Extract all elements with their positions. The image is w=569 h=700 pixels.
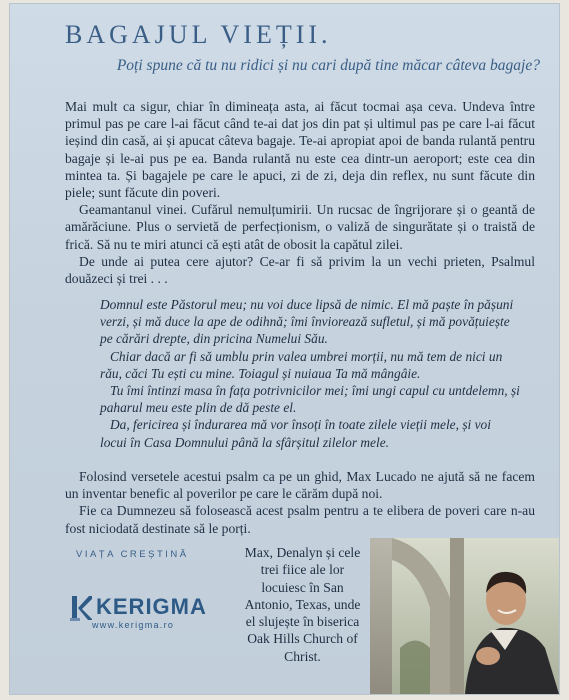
publisher-logo <box>70 594 240 630</box>
psalm-verse: Chiar dacă ar fi să umblu prin valea umbrei morții, nu mă tem de nici un rău, căci Tu ești cu mine. Toiagul și nuiaua Ta mă mângâie. <box>100 348 503 381</box>
author-bio: Max, Denalyn și cele trei fiice ale lor locuiesc în San Antonio, Texas, unde el slujește în biserica Oak Hills Church of Christ. <box>244 545 361 664</box>
intro-text <box>65 98 535 287</box>
closing-paragraph: Folosind versetele acestui psalm ca pe un ghid, Max Lucado ne ajută să ne facem un inventar benefic al poverilor pe care le cărăm după noi. <box>65 469 535 502</box>
closing-paragraph: Fie ca Dumnezeu să folosească acest psalm pentru a te elibera de poveri care n-au fost niciodată destinate să le porți. <box>65 503 535 536</box>
intro-paragraph: De unde ai putea cere ajutor? Ce-ar fi să privim la un vechi prieten, Psalmul douăzeci și trei . . . <box>65 253 535 287</box>
series-label: VIAȚA CREȘTINĂ <box>76 549 189 560</box>
publisher-url: www.kerigma.ro <box>92 620 175 630</box>
psalm-verse: Domnul este Păstorul meu; nu voi duce lipsă de nimic. El mă paște în pășuni verzi, și mă duce la ape de odihnă; îmi înviorează sufletul, și mă povățuiește pe cărări drepte, din pricina Numelui Său. <box>100 297 514 347</box>
psalm-verse: Tu îmi întinzi masa în fața potrivnicilor mei; îmi ungi capul cu untdelemn, și paharul meu este plin de dă peste el. <box>100 383 520 416</box>
closing-text <box>65 468 535 537</box>
intro-paragraph: Mai mult ca sigur, chiar în dimineața asta, ai făcut tocmai așa ceva. Undeva între primul pas pe care l-ai făcut când te-ai dat jos din pat și ultimul pas pe care l-ai făcut ieșind din casă, ai și apucat câteva bagaje. Te-ai apropiat apoi de banda rulantă pentru bagaje și le-ai pus pe ea. Banda rulantă nu este cea dintr-un aeroport; este cea din mintea ta. Și bagajele pe care le apuci, zi de zi, deja din reflex, nu sunt făcute din piele; sunt făcute din poveri. <box>65 99 535 201</box>
book-subtitle: Poți spune că tu nu ridici și nu cari după tine măcar câteva bagaje? <box>116 57 540 74</box>
kerigma-k-icon <box>70 594 92 622</box>
author-photo <box>370 538 559 694</box>
publisher-name: KERIGMA <box>96 594 207 619</box>
intro-paragraph: Geamantanul vinei. Cufărul nemulțumirii. Un rucsac de îngrijorare și o geantă de amărăciune. Plus o servietă de perfecționism, o valiză de singurătate și o traistă de frică. Să nu te miri atunci că ești atât de obosit la capătul zilei. <box>65 202 535 252</box>
back-cover <box>10 4 559 694</box>
psalm-quote <box>100 296 520 451</box>
book-title: BAGAJUL VIEȚII. <box>65 20 332 49</box>
psalm-verse: Da, fericirea și îndurarea mă vor însoți în toate zilele vieții mele, și voi locui în Casa Domnului până la sfârșitul zilelor mele. <box>100 417 491 450</box>
